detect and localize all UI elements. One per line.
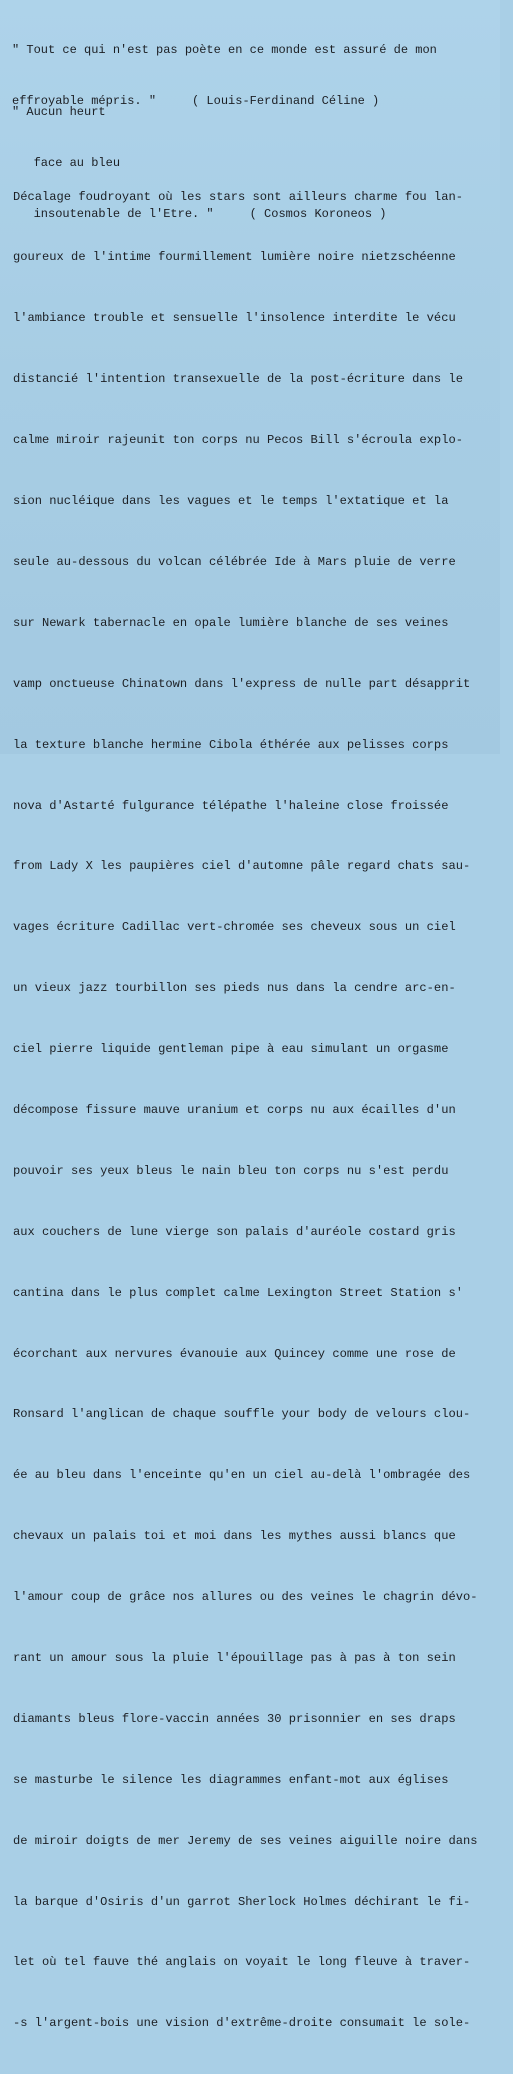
body-line: la barque d'Osiris d'un garrot Sherlock Holmes déchirant le fi-: [13, 1894, 471, 1909]
body-line: aux couchers de lune vierge son palais d'auréole costard gris: [13, 1224, 456, 1239]
epigraph-line: " Aucun heurt: [12, 105, 106, 119]
body-line: goureux de l'intime fourmillement lumière noire nietzschéenne: [13, 250, 456, 265]
body-line: un vieux jazz tourbillon ses pieds nus dans la cendre arc-en-: [13, 981, 456, 996]
epigraph-line: " Tout ce qui n'est pas poète en ce monde est assuré de mon: [12, 43, 437, 57]
body-line: Ronsard l'anglican de chaque souffle your body de velours clou-: [13, 1407, 471, 1422]
body-line: de miroir doigts de mer Jeremy de ses veines aiguille noire dans: [13, 1833, 478, 1848]
body-line: rant un amour sous la pluie l'épouillage pas à pas à ton sein: [13, 1650, 456, 1665]
body-line: l'amour coup de grâce nos allures ou des veines le chagrin dévo-: [13, 1590, 478, 1605]
body-line: décompose fissure mauve uranium et corps nu aux écailles d'un: [13, 1102, 456, 1117]
body-line: distancié l'intention transexuelle de la post-écriture dans le: [13, 372, 463, 387]
body-line: calme miroir rajeunit ton corps nu Pecos Bill s'écroula explo-: [13, 433, 463, 448]
body-line: let où tel fauve thé anglais on voyait le long fleuve à traver-: [13, 1955, 471, 1970]
body-line: Décalage foudroyant où les stars sont ailleurs charme fou lan-: [13, 189, 463, 204]
body-line: pouvoir ses yeux bleus le nain bleu ton corps nu s'est perdu: [13, 1163, 449, 1178]
body-line: vamp onctueuse Chinatown dans l'express de nulle part désapprit: [13, 676, 471, 691]
body-line: cantina dans le plus complet calme Lexington Street Station s': [13, 1285, 463, 1300]
body-line: nova d'Astarté fulgurance télépathe l'haleine close froissée: [13, 798, 449, 813]
body-line: sur Newark tabernacle en opale lumière blanche de ses veines: [13, 615, 449, 630]
epigraph-line: effroyable mépris. " ( Louis-Ferdinand Céline ): [12, 94, 380, 108]
body-line: ciel pierre liquide gentleman pipe à eau simulant un orgasme: [13, 1042, 449, 1057]
body-line: from Lady X les paupières ciel d'automne pâle regard chats sau-: [13, 859, 471, 874]
body-line: chevaux un palais toi et moi dans les mythes aussi blancs que: [13, 1529, 456, 1544]
body-line: l'ambiance trouble et sensuelle l'insolence interdite le vécu: [13, 311, 456, 326]
body-line: la texture blanche hermine Cibola éthérée aux pelisses corps: [13, 737, 449, 752]
body-line: seule au-dessous du volcan célébrée Ide à Mars pluie de verre: [13, 554, 456, 569]
body-line: ée au bleu dans l'enceinte qu'en un ciel au-delà l'ombragée des: [13, 1468, 471, 1483]
body-line: -s l'argent-bois une vision d'extrême-droite consumait le sole-: [13, 2016, 471, 2031]
body-line: sion nucléique dans les vagues et le temps l'extatique et la: [13, 494, 449, 509]
epigraph-line: insoutenable de l'Etre. " ( Cosmos Koroneos ): [12, 207, 387, 221]
body-line: vages écriture Cadillac vert-chromée ses cheveux sous un ciel: [13, 920, 456, 935]
body-line: se masturbe le silence les diagrammes enfant-mot aux églises: [13, 1772, 449, 1787]
body-line: diamants bleus flore-vaccin années 30 prisonnier en ses draps: [13, 1711, 456, 1726]
epigraph-line: face au bleu: [12, 156, 121, 170]
body-line: écorchant aux nervures évanouie aux Quincey comme une rose de: [13, 1346, 456, 1361]
body-paragraph: [13, 146, 513, 2074]
